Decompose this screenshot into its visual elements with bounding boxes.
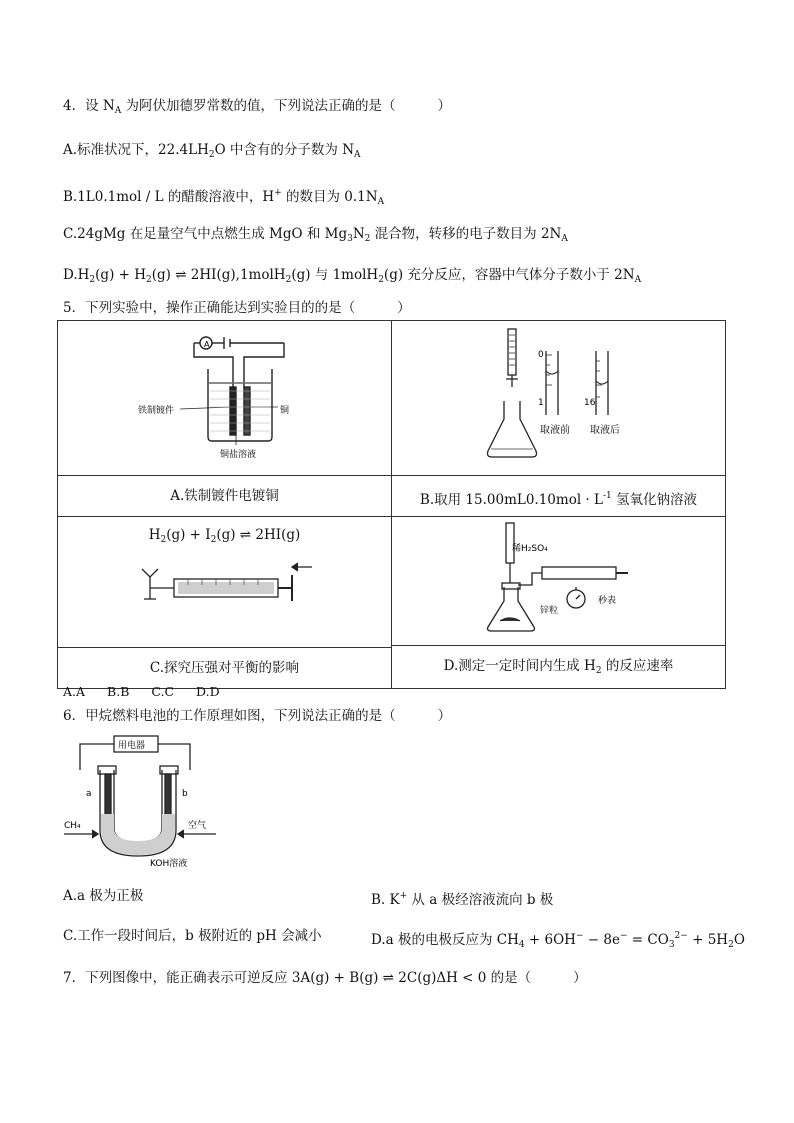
q5-option[interactable]: B.B <box>107 684 130 699</box>
koh-label: KOH溶液 <box>150 859 188 869</box>
dilute-acid-label: 稀H₂SO₄ <box>512 544 548 554</box>
titration-figure <box>392 321 725 471</box>
fuel-cell-figure <box>60 730 240 870</box>
q6-stem: 6．甲烷燃料电池的工作原理如图，下列说法正确的是（ ） <box>63 708 452 724</box>
syringe-figure <box>58 549 391 635</box>
q5-options <box>63 682 220 702</box>
q4-option-b: B.1L0.1mol / L 的醋酸溶液中，H+ 的数目为 $0.1N_A$ <box>63 188 385 207</box>
electroplating-figure <box>58 321 391 471</box>
air-label: 空气 <box>188 821 207 831</box>
equilibrium-equation: $H_2(g) + I_2(g)$ ⇌ 2HI(g) <box>148 527 301 545</box>
after-label: 取液后 <box>590 425 620 436</box>
caption-b: B.取用 $15.00mL0.10mol \cdot L^{-1}$ 氢氧化钠溶液 <box>392 475 725 516</box>
burette-tick-16: 16 <box>584 398 596 408</box>
copper-salt-label: 铜盐溶液 <box>220 450 257 460</box>
q5-option[interactable]: A.A <box>63 684 86 699</box>
burette-tick-1: 1 <box>538 398 544 408</box>
q6-option-a: A.a 极为正极 <box>63 888 144 904</box>
plated-item-label: 铁制镀件 <box>138 406 175 416</box>
burette-tick-0: 0 <box>538 350 544 360</box>
q5-stem: 5．下列实验中，操作正确能达到实验目的的是（ ） <box>63 300 411 316</box>
zinc-granule-label: 锌粒 <box>540 606 559 616</box>
figure-b-cell <box>392 321 726 517</box>
caption-c: C.探究压强对平衡的影响 <box>58 647 391 688</box>
caption-a: A.铁制镀件电镀铜 <box>58 475 391 516</box>
copper-label: 铜 <box>280 406 290 416</box>
q6-option-c: C.工作一段时间后，b 极附近的 pH 会减小 <box>63 928 322 944</box>
q5-experiment-table <box>57 320 726 689</box>
caption-d: D.测定一定时间内生成 $H_2$ 的反应速率 <box>392 645 725 686</box>
before-label: 取液前 <box>540 425 570 436</box>
q5-option[interactable]: C.C <box>151 684 175 699</box>
q4-option-d: $D.H_2(g) + H_2(g)$ ⇌ 2HI(g),1molH$_2$(g) 与 1molH$_2$(g) 充分反应，容器中气体分子数小于 $2N_A$ <box>63 267 642 285</box>
figure-d-cell <box>392 517 726 689</box>
stopwatch-label: 秒表 <box>598 596 617 606</box>
figure-c-cell <box>58 517 392 689</box>
q4-option-a: A.标准状况下，$22.4LH_2O$ 中含有的分子数为 $N_A$ <box>63 142 361 160</box>
q7-stem: 7．下列图像中，能正确表示可逆反应 3A(g) + B(g) ⇌ 2C(g)ΔH < 0 的是（ ） <box>63 970 587 986</box>
q6-option-d: D.a 极的电极反应为 $CH_4 + 6OH^- - 8e^- = CO_3^{2-} + 5H_2O$ <box>371 931 745 950</box>
reaction-rate-figure <box>392 517 725 635</box>
ammeter-label: A <box>204 340 210 349</box>
q5-option[interactable]: D.D <box>196 684 220 699</box>
electrode-a-label: a <box>86 789 92 799</box>
q6-option-b: B. K+ 从 a 极经溶液流向 b 极 <box>371 891 554 908</box>
q4-option-c: C.24gMg 在足量空气中点燃生成 MgO 和 $Mg_3N_2$ 混合物，转移的电子数目为 $2N_A$ <box>63 226 568 244</box>
q4-stem: 4．设 $N_A$ 为阿伏加德罗常数的值，下列说法正确的是（ ） <box>63 98 451 116</box>
methane-label: CH₄ <box>64 821 81 831</box>
device-label: 用电器 <box>118 741 146 751</box>
electrode-b-label: b <box>182 789 188 799</box>
figure-a-cell <box>58 321 392 517</box>
